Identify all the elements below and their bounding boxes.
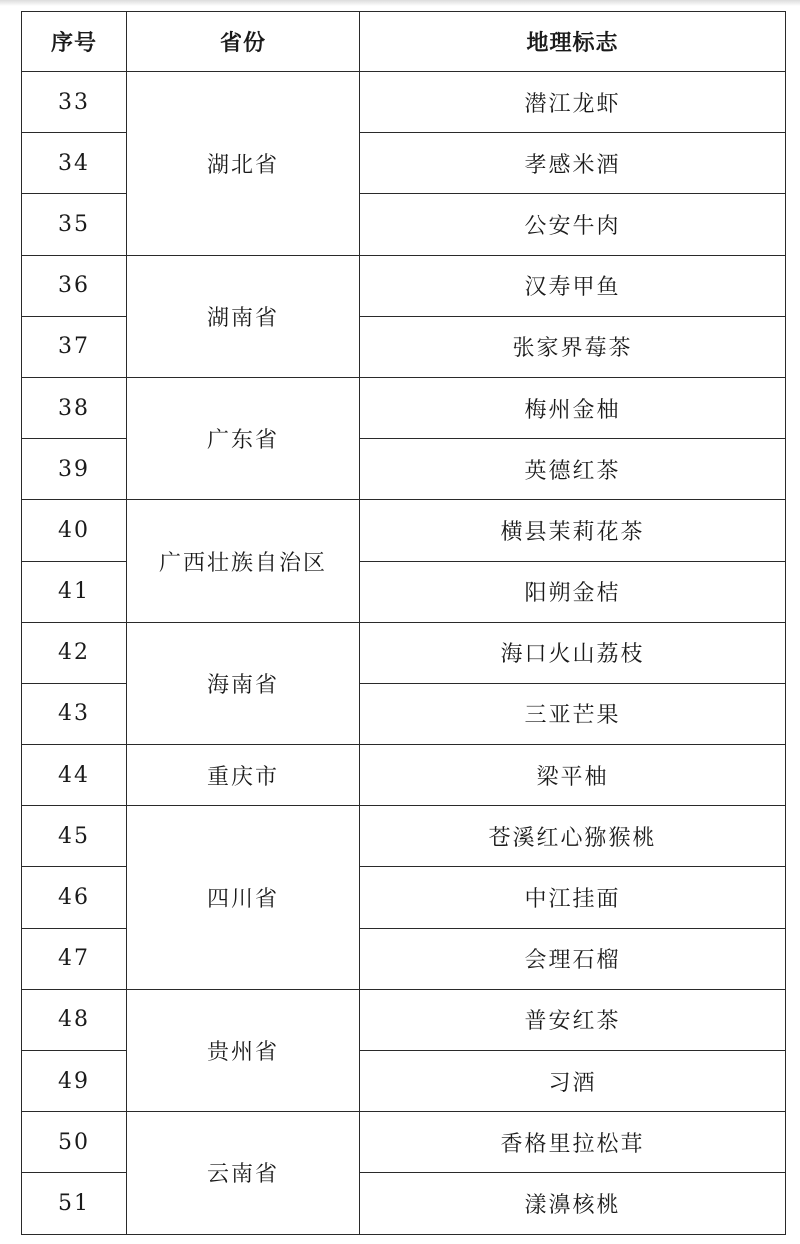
geo-mark-cell: 孝感米酒 xyxy=(360,133,786,194)
row-number: 42 xyxy=(22,622,127,683)
row-number: 34 xyxy=(22,133,127,194)
geo-mark-cell: 香格里拉松茸 xyxy=(360,1112,786,1173)
row-number: 51 xyxy=(22,1173,127,1234)
province-cell: 湖南省 xyxy=(127,255,360,377)
table-row xyxy=(22,989,786,1050)
province-cell: 广西壮族自治区 xyxy=(127,500,360,622)
row-number: 35 xyxy=(22,194,127,255)
row-number: 36 xyxy=(22,255,127,316)
table-row xyxy=(22,255,786,316)
geo-mark-cell: 苍溪红心猕猴桃 xyxy=(360,806,786,867)
geo-mark-cell: 梅州金柚 xyxy=(360,377,786,438)
geographical-indication-table xyxy=(21,11,786,1235)
row-number: 41 xyxy=(22,561,127,622)
province-cell: 贵州省 xyxy=(127,989,360,1111)
geo-mark-cell: 习酒 xyxy=(360,1051,786,1112)
province-cell: 重庆市 xyxy=(127,745,360,806)
geo-mark-cell: 潜江龙虾 xyxy=(360,72,786,133)
table-row xyxy=(22,72,786,133)
row-number: 46 xyxy=(22,867,127,928)
province-cell: 广东省 xyxy=(127,377,360,499)
table-row xyxy=(22,622,786,683)
row-number: 33 xyxy=(22,72,127,133)
geo-mark-cell: 公安牛肉 xyxy=(360,194,786,255)
geo-mark-cell: 三亚芒果 xyxy=(360,683,786,744)
row-number: 37 xyxy=(22,316,127,377)
geo-mark-cell: 海口火山荔枝 xyxy=(360,622,786,683)
province-cell: 湖北省 xyxy=(127,72,360,256)
geo-mark-cell: 漾濞核桃 xyxy=(360,1173,786,1234)
province-cell: 云南省 xyxy=(127,1112,360,1234)
geo-mark-cell: 中江挂面 xyxy=(360,867,786,928)
geo-mark-cell: 会理石榴 xyxy=(360,928,786,989)
row-number: 39 xyxy=(22,439,127,500)
row-number: 44 xyxy=(22,745,127,806)
table-row xyxy=(22,1112,786,1173)
geo-mark-cell: 汉寿甲鱼 xyxy=(360,255,786,316)
row-number: 48 xyxy=(22,989,127,1050)
row-number: 49 xyxy=(22,1051,127,1112)
row-number: 50 xyxy=(22,1112,127,1173)
header-province: 省份 xyxy=(127,12,360,72)
geo-mark-cell: 横县茉莉花茶 xyxy=(360,500,786,561)
table-header-row xyxy=(22,12,786,72)
table-row xyxy=(22,500,786,561)
geo-mark-cell: 英德红茶 xyxy=(360,439,786,500)
row-number: 40 xyxy=(22,500,127,561)
header-number: 序号 xyxy=(22,12,127,72)
geo-mark-cell: 阳朔金桔 xyxy=(360,561,786,622)
row-number: 38 xyxy=(22,377,127,438)
table-row xyxy=(22,745,786,806)
row-number: 43 xyxy=(22,683,127,744)
geo-mark-cell: 普安红茶 xyxy=(360,989,786,1050)
header-geo-mark: 地理标志 xyxy=(360,12,786,72)
geo-mark-cell: 梁平柚 xyxy=(360,745,786,806)
geo-mark-cell: 张家界莓茶 xyxy=(360,316,786,377)
page-top-edge xyxy=(0,0,800,6)
row-number: 45 xyxy=(22,806,127,867)
table-row xyxy=(22,806,786,867)
province-cell: 海南省 xyxy=(127,622,360,744)
table-row xyxy=(22,377,786,438)
row-number: 47 xyxy=(22,928,127,989)
province-cell: 四川省 xyxy=(127,806,360,990)
